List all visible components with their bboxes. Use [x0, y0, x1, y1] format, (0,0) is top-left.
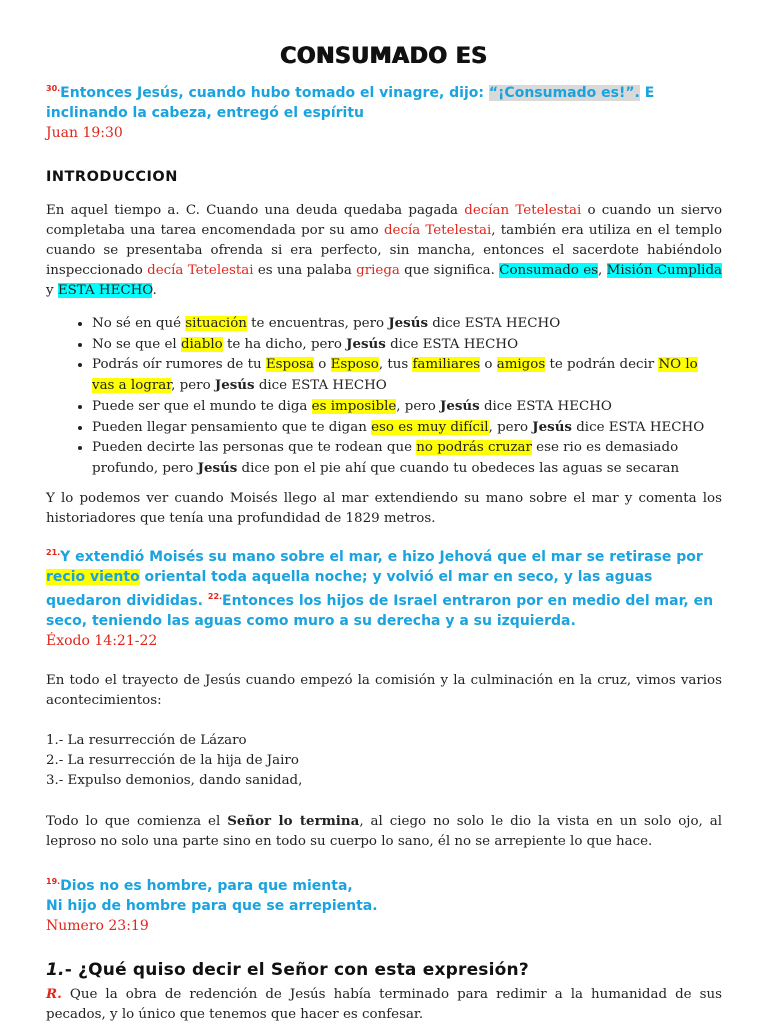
answer-label: R. — [46, 986, 62, 1002]
highlight-consumado: Consumado es — [499, 263, 599, 278]
verse-juan: $^{30.}$Entonces Jesús, cuando hubo tomado el vinagre, dijo: “¡Consumado es!”. E inclinando la cabeza, entregó el espíritu — [46, 84, 655, 121]
answer-paragraph: R. Que la obra de redención de Jesús había terminado para redimir a la humanidad de sus pecados, y lo único que tenemos que hacer es confesar. — [46, 986, 722, 1022]
list-item: 2.- La resurrección de la hija de Jairo — [46, 753, 299, 768]
highlight-mision: Misión Cumplida — [606, 263, 722, 278]
section-heading: INTRODUCCION — [46, 169, 178, 185]
todo-paragraph: Todo lo que comienza el Señor lo termina, al ciego no solo le dio la vista en un solo ojo, al leproso no solo una parte sino en todo su cuerpo lo sano, él no se arrepiente lo que hace. — [46, 813, 723, 849]
list-item: • Pueden llegar pensamiento que te digan eso es muy difícil, pero Jesús dice ESTA HECHO — [92, 417, 722, 438]
events-list — [46, 731, 722, 791]
highlight-quote: “¡Consumado es!”. — [488, 85, 640, 101]
verse-number: 30. — [46, 84, 61, 93]
verse-reference: Éxodo 14:21-22 — [46, 633, 158, 649]
intro-paragraph: En aquel tiempo a. C. Cuando una deuda quedaba pagada decían Tetelestai o cuando un siervo completaba una tarea encomendada por su amo decía Tetelestai, también era utiliza en el templo cuando se presentaba ofrenda si era perfecto, sin mancha, entonces el sacerdote habiéndolo inspeccionado decía Tetelestai es una palaba griega que significa. Consumado es, Misión Cumplida y ESTA HECHO. — [46, 203, 723, 298]
moses-paragraph: Y lo podemos ver cuando Moisés llego al mar extendiendo su mano sobre el mar y comenta los historiadores que tenía una profundidad de 1829 metros. — [46, 491, 722, 526]
list-item: • Pueden decirte las personas que te rodean que no podrás cruzar ese rio es demasiado profundo, pero Jesús dice pon el pie ahí que cuando tu obedeces las aguas se secaran — [92, 438, 722, 479]
trayecto-paragraph: En todo el trayecto de Jesús cuando empezó la comisión y la culminación en la cruz, vimos varios acontecimientos: — [46, 673, 722, 708]
list-item: • No se que el diablo te ha dicho, pero Jesús dice ESTA HECHO — [92, 334, 722, 355]
highlight-esta-hecho: ESTA HECHO — [57, 283, 153, 298]
list-item: • No sé en qué situación te encuentras, pero Jesús dice ESTA HECHO — [92, 313, 722, 334]
question-heading: 1.- ¿Qué quiso decir el Señor con esta expresión? — [46, 960, 529, 980]
verse-exodo: $^{21.}$Y extendió Moisés su mano sobre el mar, e hizo Jehová que el mar se retirase por recio viento oriental toda aquella noche; y volvió el mar en seco, y las aguas quedaron divididas. $^{22.}$Entonces los hijos de Israel entraron por en medio del mar, en seco, teniendo las aguas como muro a su derecha y a su izquierda. — [46, 548, 714, 629]
verse-reference: Numero 23:19 — [46, 918, 149, 934]
verse-reference: Juan 19:30 — [46, 125, 123, 141]
list-item: • Podrás oír rumores de tu Esposa o Esposo, tus familiares o amigos te podrán decir NO lo vas a lograr, pero Jesús dice ESTA HECHO — [92, 355, 722, 396]
verse-numeros: $^{19.}$Dios no es hombre, para que mienta, Ni hijo de hombre para que se arrepienta. — [46, 877, 378, 914]
list-item: 3.- Expulso demonios, dando sanidad, — [46, 773, 303, 788]
bullet-list — [46, 313, 722, 479]
list-item: 1.- La resurrección de Lázaro — [46, 733, 247, 748]
page-title: CONSUMADO ES — [280, 44, 488, 69]
list-item: • Puede ser que el mundo te diga es imposible, pero Jesús dice ESTA HECHO — [92, 396, 722, 417]
